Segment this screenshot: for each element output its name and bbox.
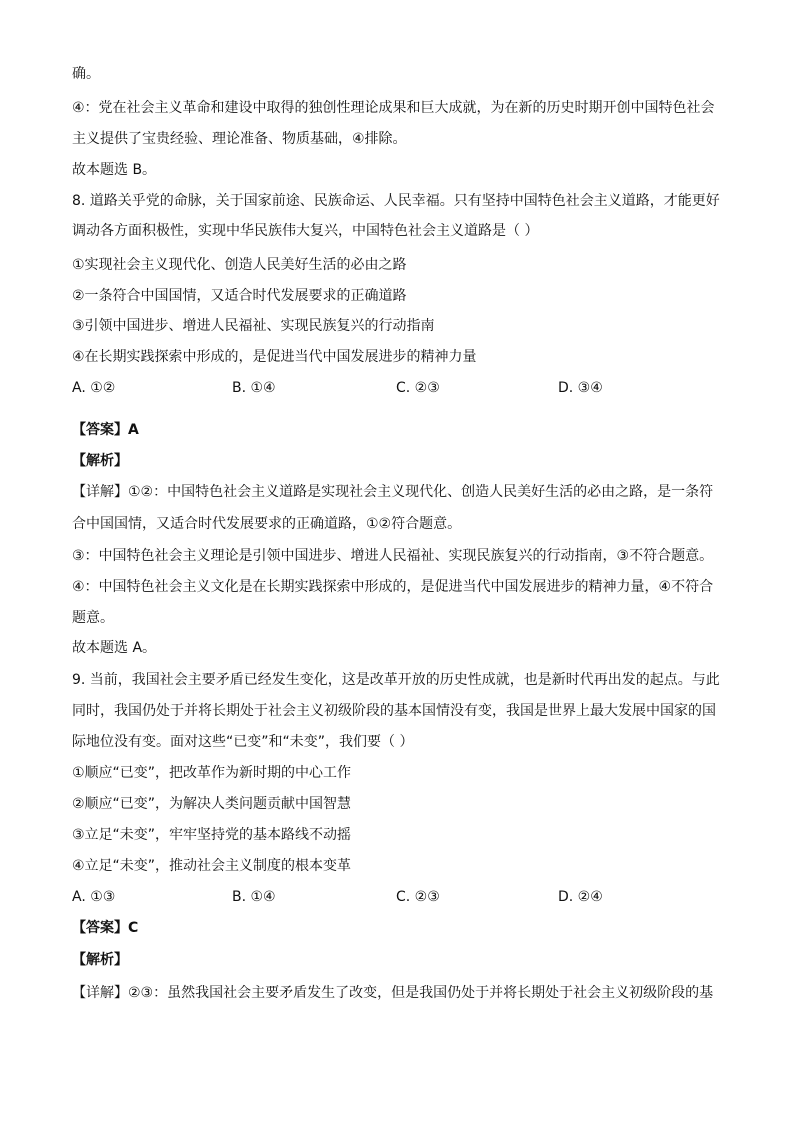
q8-option-b: B. ①④: [232, 380, 276, 396]
q8-options-row: [72, 378, 728, 398]
q8-detail-line4: ④：中国特色社会主义文化是在长期实践探索中形成的，是促进当代中国发展进步的精神力量，④不符合: [72, 579, 714, 595]
prev-item4-line2: 主义提供了宝贵经验、理论准备、物质基础，④排除。: [72, 131, 407, 147]
prev-continuation: 确。: [72, 66, 100, 82]
q8-detail-line5: 题意。: [72, 610, 114, 626]
q8-option-a: A. ①②: [72, 380, 116, 396]
q9-option-b: B. ①④: [232, 889, 276, 905]
q9-answer: 【答案】C: [72, 920, 139, 936]
q8-choice-4: ④在长期实践探索中形成的，是促进当代中国发展进步的精神力量: [72, 349, 477, 365]
q9-choice-3: ③立足“未变”，牢牢坚持党的基本路线不动摇: [72, 827, 352, 843]
q9-stem-line2: 同时，我国仍处于并将长期处于社会主义初级阶段的基本国情没有变，我国是世界上最大发展中国家的国: [72, 703, 716, 719]
q9-option-d: D. ②④: [558, 889, 603, 905]
q9-choice-4: ④立足“未变”，推动社会主义制度的根本变革: [72, 858, 352, 874]
q9-stem-line1: 9. 当前，我国社会主要矛盾已经发生变化，这是改革开放的历史性成就，也是新时代再出发的起点。与此: [72, 672, 720, 688]
q9-analysis-label: 【解析】: [72, 952, 128, 968]
q9-options-row: [72, 887, 728, 907]
q9-option-a: A. ①③: [72, 889, 116, 905]
prev-item4-line1: ④：党在社会主义革命和建设中取得的独创性理论成果和巨大成就，为在新的历史时期开创中国特色社会: [72, 100, 715, 116]
q8-conclusion: 故本题选 A。: [72, 640, 157, 656]
q9-choice-2: ②顺应“已变”，为解决人类问题贡献中国智慧: [72, 796, 352, 812]
q9-stem-line3: 际地位没有变。面对这些“已变”和“未变”，我们要（ ）: [72, 734, 414, 750]
q8-answer: 【答案】A: [72, 422, 139, 438]
q8-choice-3: ③引领中国进步、增进人民福祉、实现民族复兴的行动指南: [72, 318, 435, 334]
q9-detail-line1: 【详解】②③：虽然我国社会主要矛盾发生了改变，但是我国仍处于并将长期处于社会主义初级阶段的基: [72, 985, 714, 1001]
prev-conclusion: 故本题选 B。: [72, 162, 157, 178]
q8-choice-2: ②一条符合中国国情，又适合时代发展要求的正确道路: [72, 288, 407, 304]
q8-analysis-label: 【解析】: [72, 453, 128, 469]
q8-stem-line1: 8. 道路关乎党的命脉，关于国家前途、民族命运、人民幸福。只有坚持中国特色社会主义道路，才能更好: [72, 193, 720, 209]
q8-option-d: D. ③④: [558, 380, 603, 396]
q9-choice-1: ①顺应“已变”，把改革作为新时期的中心工作: [72, 765, 352, 781]
q8-detail-line2: 合中国国情，又适合时代发展要求的正确道路，①②符合题意。: [72, 516, 462, 532]
q8-option-c: C. ②③: [396, 380, 440, 396]
q8-detail-line1: 【详解】①②：中国特色社会主义道路是实现社会主义现代化、创造人民美好生活的必由之路，是一条符: [72, 484, 714, 500]
q8-detail-line3: ③：中国特色社会主义理论是引领中国进步、增进人民福祉、实现民族复兴的行动指南，③不符合题意。: [72, 548, 714, 564]
q8-choice-1: ①实现社会主义现代化、创造人民美好生活的必由之路: [72, 257, 407, 273]
q8-stem-line2: 调动各方面积极性，实现中华民族伟大复兴，中国特色社会主义道路是（ ）: [72, 223, 539, 239]
q9-option-c: C. ②③: [396, 889, 440, 905]
